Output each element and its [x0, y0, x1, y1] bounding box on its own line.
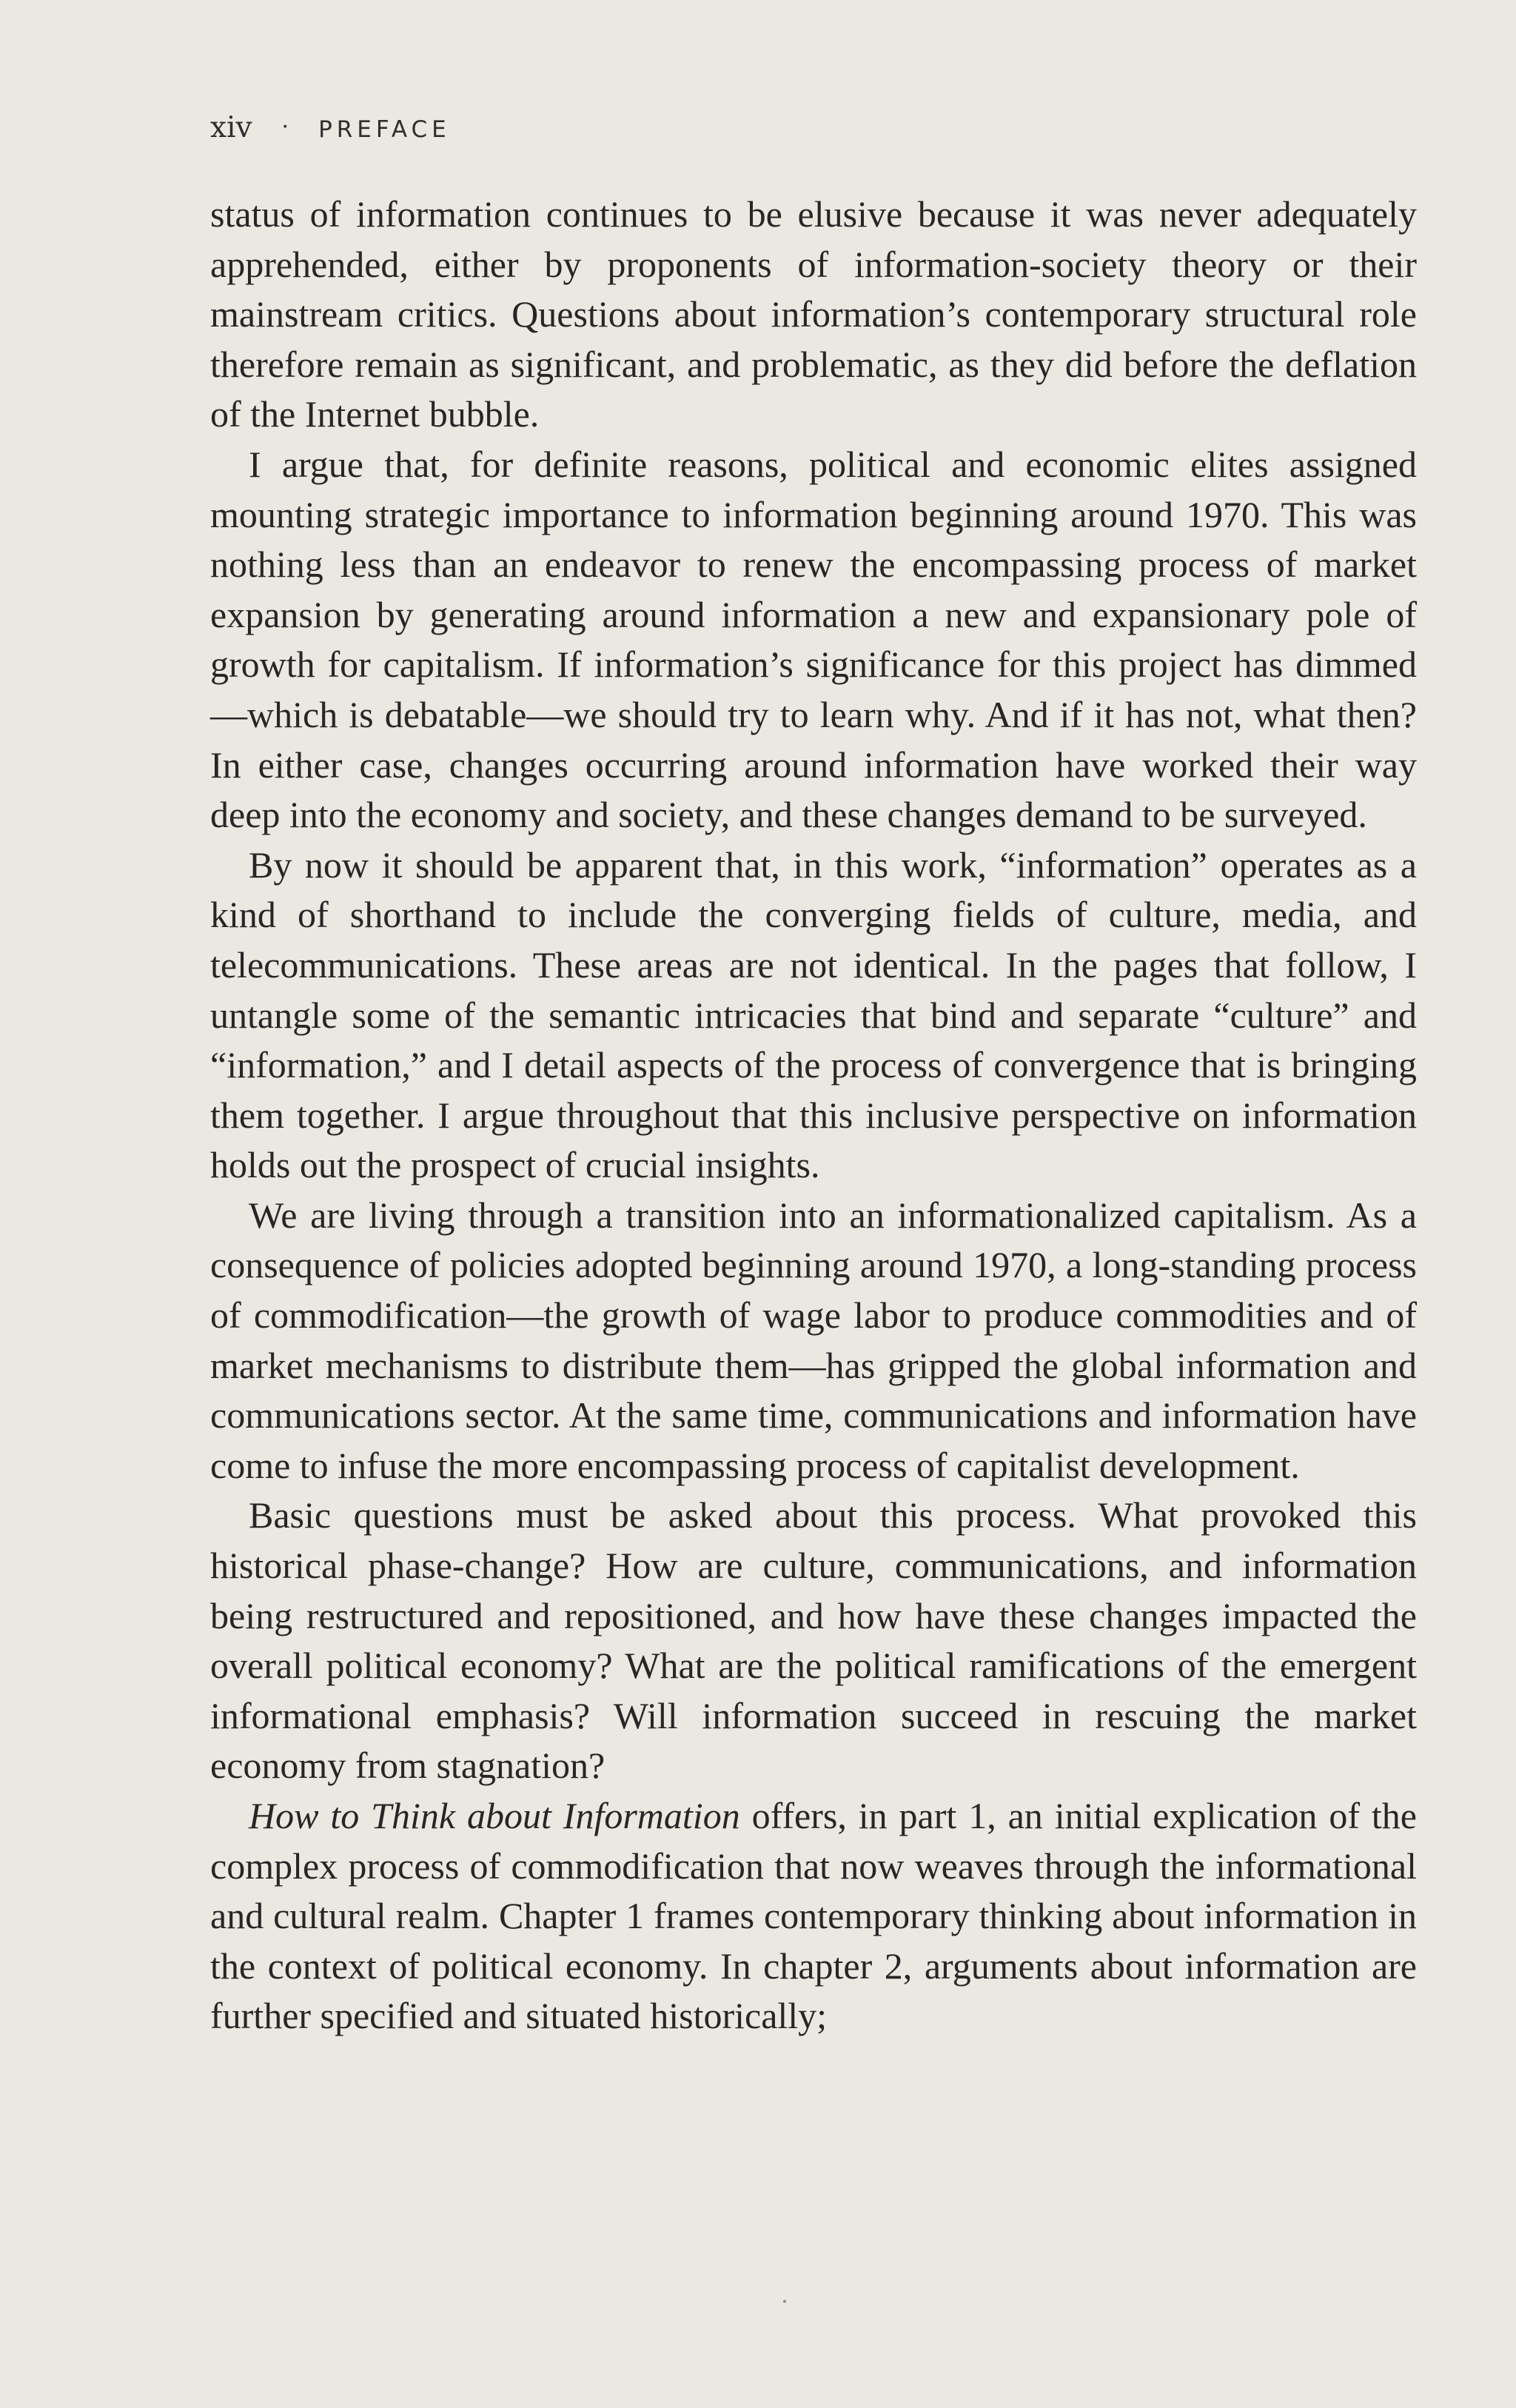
paragraph-1-text: status of information continues to be elusive because it was never adequately apprehended, either by proponents of information-society theory or their mainstream critics. Questions about information’s contemporary structural role therefore remain as significant, and problematic, as they did before the deflation of the Internet bubble.: [210, 193, 1417, 435]
scan-speck: [783, 2300, 786, 2303]
paragraph-1: [210, 190, 1417, 440]
paragraph-4: [210, 1191, 1417, 1491]
paragraph-6-text: offers, in part 1, an initial explication of the complex process of commodification that now weaves through the informational and cultural realm. Chapter 1 frames contemporary thinking about information in the context of political economy. In chapter 2, arguments about information are further specified and situated historically;: [210, 1795, 1418, 2037]
paragraph-3-text: By now it should be apparent that, in this work, “information” operates as a kind of shorthand to include the converging fields of culture, media, and telecommunications. These areas are not identical. In the pages that follow, I untangle some of the semantic intricacies that bind and separate “culture” and “information,” and I detail aspects of the process of convergence that is bringing them together. I argue throughout that this inclusive perspective on information holds out the prospect of crucial insights.: [210, 843, 1417, 1186]
section-title: PREFACE: [318, 116, 451, 143]
body-text: [210, 190, 1417, 2041]
paragraph-5-text: Basic questions must be asked about this process. What provoked this historical phase-change? How are culture, communications, and information being restructured and repositioned, and how have these changes impacted the overall political economy? What are the political ramifications of the emergent informational emphasis? Will information succeed in rescuing the market economy from stagnation?: [210, 1494, 1417, 1787]
paragraph-2: [210, 440, 1417, 840]
paragraph-5: [210, 1491, 1417, 1791]
running-head-separator: ·: [281, 114, 289, 140]
running-head: [210, 111, 451, 144]
paragraph-2-text: I argue that, for definite reasons, political and economic elites assigned mounting strategic importance to information beginning around 1970. This was nothing less than an endeavor to renew the encompassing process of market expansion by generating around information a new and expansionary pole of growth for capitalism. If information’s significance for this project has dimmed—which is debatable—we should try to learn why. And if it has not, what then? In either case, changes occurring around information have worked their way deep into the economy and society, and these changes demand to be surveyed.: [210, 443, 1417, 836]
book-title: How to Think about Information: [249, 1795, 740, 1836]
paragraph-6: [210, 1791, 1417, 2041]
paragraph-3: [210, 840, 1417, 1191]
paragraph-4-text: We are living through a transition into an informationalized capitalism. As a consequence of policies adopted beginning around 1970, a long-standing process of commodification—the growth of wage labor to produce commodities and of market mechanisms to distribute them—has gripped the global information and communications sector. At the same time, communications and information have come to infuse the more encompassing process of capitalist development.: [210, 1194, 1417, 1486]
page-number: xiv: [210, 111, 252, 144]
